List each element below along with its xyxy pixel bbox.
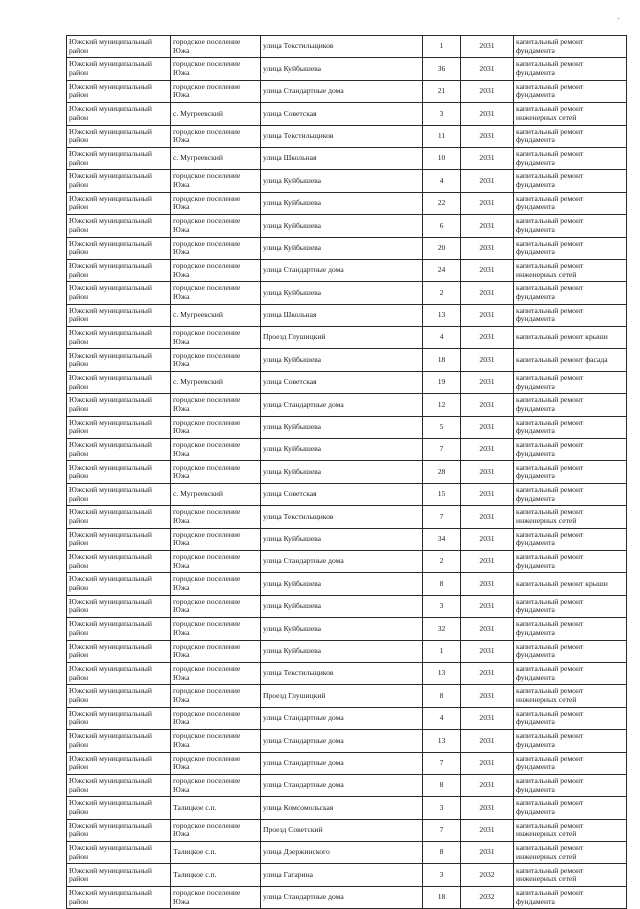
table-row bbox=[67, 528, 627, 550]
house-number-cell: 8 bbox=[423, 842, 461, 864]
house-number-cell: 7 bbox=[423, 506, 461, 528]
street-cell: Проезд Глушицкий bbox=[261, 327, 423, 349]
table-row bbox=[67, 58, 627, 80]
work-type-cell: капитальный ремонт фундамента bbox=[514, 886, 627, 908]
house-number-cell: 13 bbox=[423, 730, 461, 752]
work-type-cell: капитальный ремонт фундамента bbox=[514, 550, 627, 572]
house-number-cell: 22 bbox=[423, 192, 461, 214]
work-type-cell: капитальный ремонт фундамента bbox=[514, 752, 627, 774]
table-row bbox=[67, 192, 627, 214]
year-cell: 2032 bbox=[461, 864, 514, 886]
table-row bbox=[67, 886, 627, 908]
settlement-cell: городское поселение Южа bbox=[171, 282, 261, 304]
work-type-cell: капитальный ремонт фундамента bbox=[514, 707, 627, 729]
street-cell: улица Стандартные дома bbox=[261, 730, 423, 752]
table-row bbox=[67, 752, 627, 774]
house-number-cell: 2 bbox=[423, 550, 461, 572]
settlement-cell: с. Мугреевский bbox=[171, 147, 261, 169]
street-cell: улица Куйбышева bbox=[261, 640, 423, 662]
street-cell: улица Стандартные дома bbox=[261, 394, 423, 416]
street-cell: улица Куйбышева bbox=[261, 573, 423, 595]
street-cell: Проезд Советский bbox=[261, 819, 423, 841]
house-number-cell: 3 bbox=[423, 864, 461, 886]
house-number-cell: 1 bbox=[423, 36, 461, 58]
table-row bbox=[67, 170, 627, 192]
settlement-cell: городское поселение Южа bbox=[171, 439, 261, 461]
house-number-cell: 12 bbox=[423, 394, 461, 416]
work-type-cell: капитальный ремонт фундамента bbox=[514, 36, 627, 58]
year-cell: 2031 bbox=[461, 662, 514, 684]
table-row bbox=[67, 483, 627, 505]
settlement-cell: городское поселение Южа bbox=[171, 215, 261, 237]
year-cell: 2031 bbox=[461, 349, 514, 371]
settlement-cell: городское поселение Южа bbox=[171, 618, 261, 640]
year-cell: 2031 bbox=[461, 147, 514, 169]
work-type-cell: капитальный ремонт фундамента bbox=[514, 170, 627, 192]
district-cell: Южский муниципальный район bbox=[67, 685, 171, 707]
district-cell: Южский муниципальный район bbox=[67, 304, 171, 326]
district-cell: Южский муниципальный район bbox=[67, 864, 171, 886]
year-cell: 2031 bbox=[461, 595, 514, 617]
year-cell: 2031 bbox=[461, 103, 514, 125]
year-cell: 2031 bbox=[461, 215, 514, 237]
year-cell: 2031 bbox=[461, 730, 514, 752]
house-number-cell: 21 bbox=[423, 80, 461, 102]
table-row bbox=[67, 618, 627, 640]
year-cell: 2031 bbox=[461, 192, 514, 214]
house-number-cell: 8 bbox=[423, 573, 461, 595]
work-type-cell: капитальный ремонт инженерных сетей bbox=[514, 259, 627, 281]
house-number-cell: 32 bbox=[423, 618, 461, 640]
district-cell: Южский муниципальный район bbox=[67, 707, 171, 729]
settlement-cell: городское поселение Южа bbox=[171, 237, 261, 259]
work-type-cell: капитальный ремонт фундамента bbox=[514, 304, 627, 326]
year-cell: 2031 bbox=[461, 304, 514, 326]
house-number-cell: 2 bbox=[423, 282, 461, 304]
work-type-cell: капитальный ремонт фундамента bbox=[514, 640, 627, 662]
work-type-cell: капитальный ремонт инженерных сетей bbox=[514, 506, 627, 528]
district-cell: Южский муниципальный район bbox=[67, 774, 171, 796]
settlement-cell: городское поселение Южа bbox=[171, 707, 261, 729]
settlement-cell: городское поселение Южа bbox=[171, 506, 261, 528]
house-number-cell: 19 bbox=[423, 371, 461, 393]
street-cell: улица Школьная bbox=[261, 304, 423, 326]
house-number-cell: 36 bbox=[423, 58, 461, 80]
work-type-cell: капитальный ремонт фундамента bbox=[514, 371, 627, 393]
work-type-cell: капитальный ремонт фундамента bbox=[514, 528, 627, 550]
district-cell: Южский муниципальный район bbox=[67, 752, 171, 774]
house-number-cell: 4 bbox=[423, 327, 461, 349]
work-type-cell: капитальный ремонт фундамента bbox=[514, 797, 627, 819]
year-cell: 2031 bbox=[461, 506, 514, 528]
year-cell: 2031 bbox=[461, 573, 514, 595]
street-cell: улица Куйбышева bbox=[261, 192, 423, 214]
year-cell: 2031 bbox=[461, 797, 514, 819]
table-row bbox=[67, 327, 627, 349]
street-cell: улица Советская bbox=[261, 483, 423, 505]
work-type-cell: капитальный ремонт фундамента bbox=[514, 416, 627, 438]
work-type-cell: капитальный ремонт фундамента bbox=[514, 125, 627, 147]
settlement-cell: городское поселение Южа bbox=[171, 730, 261, 752]
work-type-cell: капитальный ремонт фундамента bbox=[514, 58, 627, 80]
district-cell: Южский муниципальный район bbox=[67, 483, 171, 505]
year-cell: 2031 bbox=[461, 483, 514, 505]
house-number-cell: 10 bbox=[423, 147, 461, 169]
house-number-cell: 11 bbox=[423, 125, 461, 147]
house-number-cell: 20 bbox=[423, 237, 461, 259]
district-cell: Южский муниципальный район bbox=[67, 819, 171, 841]
settlement-cell: Талицкое с.п. bbox=[171, 842, 261, 864]
year-cell: 2031 bbox=[461, 282, 514, 304]
house-number-cell: 4 bbox=[423, 707, 461, 729]
settlement-cell: городское поселение Южа bbox=[171, 461, 261, 483]
settlement-cell: Талицкое с.п. bbox=[171, 864, 261, 886]
work-type-cell: капитальный ремонт инженерных сетей bbox=[514, 685, 627, 707]
settlement-cell: городское поселение Южа bbox=[171, 125, 261, 147]
house-number-cell: 7 bbox=[423, 819, 461, 841]
district-cell: Южский муниципальный район bbox=[67, 103, 171, 125]
table-row bbox=[67, 707, 627, 729]
table-row bbox=[67, 730, 627, 752]
district-cell: Южский муниципальный район bbox=[67, 842, 171, 864]
street-cell: улица Куйбышева bbox=[261, 170, 423, 192]
district-cell: Южский муниципальный район bbox=[67, 439, 171, 461]
settlement-cell: городское поселение Южа bbox=[171, 819, 261, 841]
district-cell: Южский муниципальный район bbox=[67, 550, 171, 572]
year-cell: 2031 bbox=[461, 752, 514, 774]
street-cell: улица Стандартные дома bbox=[261, 707, 423, 729]
district-cell: Южский муниципальный район bbox=[67, 506, 171, 528]
district-cell: Южский муниципальный район bbox=[67, 662, 171, 684]
year-cell: 2031 bbox=[461, 327, 514, 349]
table-row bbox=[67, 36, 627, 58]
district-cell: Южский муниципальный район bbox=[67, 461, 171, 483]
district-cell: Южский муниципальный район bbox=[67, 327, 171, 349]
settlement-cell: городское поселение Южа bbox=[171, 416, 261, 438]
work-type-cell: капитальный ремонт фундамента bbox=[514, 461, 627, 483]
settlement-cell: городское поселение Южа bbox=[171, 550, 261, 572]
year-cell: 2031 bbox=[461, 842, 514, 864]
street-cell: улица Куйбышева bbox=[261, 439, 423, 461]
district-cell: Южский муниципальный район bbox=[67, 730, 171, 752]
settlement-cell: городское поселение Южа bbox=[171, 528, 261, 550]
work-type-cell: капитальный ремонт инженерных сетей bbox=[514, 819, 627, 841]
settlement-cell: с. Мугреевский bbox=[171, 371, 261, 393]
district-cell: Южский муниципальный район bbox=[67, 58, 171, 80]
settlement-cell: городское поселение Южа bbox=[171, 662, 261, 684]
settlement-cell: с. Мугреевский bbox=[171, 304, 261, 326]
house-number-cell: 3 bbox=[423, 595, 461, 617]
work-type-cell: капитальный ремонт фундамента bbox=[514, 192, 627, 214]
settlement-cell: городское поселение Южа bbox=[171, 394, 261, 416]
work-type-cell: капитальный ремонт фундамента bbox=[514, 618, 627, 640]
work-type-cell: капитальный ремонт фундамента bbox=[514, 282, 627, 304]
street-cell: улица Куйбышева bbox=[261, 237, 423, 259]
year-cell: 2031 bbox=[461, 640, 514, 662]
settlement-cell: городское поселение Южа bbox=[171, 58, 261, 80]
year-cell: 2031 bbox=[461, 394, 514, 416]
table-row bbox=[67, 304, 627, 326]
table-row bbox=[67, 864, 627, 886]
street-cell: улица Гагарина bbox=[261, 864, 423, 886]
table-row bbox=[67, 349, 627, 371]
settlement-cell: Талицкое с.п. bbox=[171, 797, 261, 819]
street-cell: улица Текстильщиков bbox=[261, 662, 423, 684]
work-type-cell: капитальный ремонт фундамента bbox=[514, 80, 627, 102]
house-number-cell: 7 bbox=[423, 439, 461, 461]
street-cell: улица Стандартные дома bbox=[261, 886, 423, 908]
year-cell: 2031 bbox=[461, 618, 514, 640]
settlement-cell: городское поселение Южа bbox=[171, 573, 261, 595]
year-cell: 2031 bbox=[461, 170, 514, 192]
house-number-cell: 6 bbox=[423, 215, 461, 237]
street-cell: улица Текстильщиков bbox=[261, 125, 423, 147]
street-cell: улица Стандартные дома bbox=[261, 774, 423, 796]
work-type-cell: капитальный ремонт фундамента bbox=[514, 483, 627, 505]
table-row bbox=[67, 237, 627, 259]
street-cell: улица Куйбышева bbox=[261, 528, 423, 550]
settlement-cell: с. Мугреевский bbox=[171, 103, 261, 125]
district-cell: Южский муниципальный район bbox=[67, 573, 171, 595]
table-row bbox=[67, 595, 627, 617]
street-cell: улица Советская bbox=[261, 371, 423, 393]
year-cell: 2031 bbox=[461, 58, 514, 80]
district-cell: Южский муниципальный район bbox=[67, 80, 171, 102]
year-cell: 2032 bbox=[461, 886, 514, 908]
settlement-cell: городское поселение Южа bbox=[171, 774, 261, 796]
table-row bbox=[67, 506, 627, 528]
settlement-cell: городское поселение Южа bbox=[171, 595, 261, 617]
table-row bbox=[67, 371, 627, 393]
year-cell: 2031 bbox=[461, 528, 514, 550]
street-cell: улица Школьная bbox=[261, 147, 423, 169]
street-cell: улица Куйбышева bbox=[261, 349, 423, 371]
house-number-cell: 28 bbox=[423, 461, 461, 483]
district-cell: Южский муниципальный район bbox=[67, 349, 171, 371]
district-cell: Южский муниципальный район bbox=[67, 640, 171, 662]
housing-repair-table bbox=[66, 35, 627, 909]
work-type-cell: капитальный ремонт инженерных сетей bbox=[514, 103, 627, 125]
street-cell: улица Текстильщиков bbox=[261, 506, 423, 528]
settlement-cell: городское поселение Южа bbox=[171, 349, 261, 371]
street-cell: улица Советская bbox=[261, 103, 423, 125]
settlement-cell: городское поселение Южа bbox=[171, 640, 261, 662]
table-row bbox=[67, 215, 627, 237]
work-type-cell: капитальный ремонт фундамента bbox=[514, 595, 627, 617]
year-cell: 2031 bbox=[461, 461, 514, 483]
district-cell: Южский муниципальный район bbox=[67, 36, 171, 58]
settlement-cell: городское поселение Южа bbox=[171, 327, 261, 349]
street-cell: Проезд Глушицкий bbox=[261, 685, 423, 707]
house-number-cell: 3 bbox=[423, 797, 461, 819]
table-row bbox=[67, 573, 627, 595]
table-body bbox=[67, 36, 627, 909]
street-cell: улица Стандартные дома bbox=[261, 80, 423, 102]
table-row bbox=[67, 797, 627, 819]
year-cell: 2031 bbox=[461, 125, 514, 147]
year-cell: 2031 bbox=[461, 259, 514, 281]
house-number-cell: 13 bbox=[423, 304, 461, 326]
table-row bbox=[67, 103, 627, 125]
table-row bbox=[67, 80, 627, 102]
table-row bbox=[67, 774, 627, 796]
street-cell: улица Стандартные дома bbox=[261, 550, 423, 572]
table-row bbox=[67, 416, 627, 438]
house-number-cell: 18 bbox=[423, 349, 461, 371]
street-cell: улица Куйбышева bbox=[261, 461, 423, 483]
table-row bbox=[67, 640, 627, 662]
district-cell: Южский муниципальный район bbox=[67, 886, 171, 908]
work-type-cell: капитальный ремонт фундамента bbox=[514, 394, 627, 416]
work-type-cell: капитальный ремонт фундамента bbox=[514, 237, 627, 259]
year-cell: 2031 bbox=[461, 36, 514, 58]
year-cell: 2031 bbox=[461, 685, 514, 707]
house-number-cell: 8 bbox=[423, 774, 461, 796]
year-cell: 2031 bbox=[461, 774, 514, 796]
work-type-cell: капитальный ремонт крыши bbox=[514, 573, 627, 595]
year-cell: 2031 bbox=[461, 416, 514, 438]
district-cell: Южский муниципальный район bbox=[67, 371, 171, 393]
district-cell: Южский муниципальный район bbox=[67, 797, 171, 819]
district-cell: Южский муниципальный район bbox=[67, 282, 171, 304]
work-type-cell: капитальный ремонт фундамента bbox=[514, 730, 627, 752]
table-row bbox=[67, 662, 627, 684]
settlement-cell: городское поселение Южа bbox=[171, 259, 261, 281]
settlement-cell: с. Мугреевский bbox=[171, 483, 261, 505]
district-cell: Южский муниципальный район bbox=[67, 215, 171, 237]
house-number-cell: 24 bbox=[423, 259, 461, 281]
table-row bbox=[67, 147, 627, 169]
house-number-cell: 7 bbox=[423, 752, 461, 774]
work-type-cell: капитальный ремонт фундамента bbox=[514, 215, 627, 237]
table-row bbox=[67, 550, 627, 572]
district-cell: Южский муниципальный район bbox=[67, 170, 171, 192]
settlement-cell: городское поселение Южа bbox=[171, 192, 261, 214]
house-number-cell: 34 bbox=[423, 528, 461, 550]
table-row bbox=[67, 842, 627, 864]
house-number-cell: 3 bbox=[423, 103, 461, 125]
year-cell: 2031 bbox=[461, 371, 514, 393]
house-number-cell: 13 bbox=[423, 662, 461, 684]
district-cell: Южский муниципальный район bbox=[67, 192, 171, 214]
table-row bbox=[67, 259, 627, 281]
year-cell: 2031 bbox=[461, 80, 514, 102]
house-number-cell: 18 bbox=[423, 886, 461, 908]
house-number-cell: 5 bbox=[423, 416, 461, 438]
district-cell: Южский муниципальный район bbox=[67, 618, 171, 640]
street-cell: улица Куйбышева bbox=[261, 595, 423, 617]
district-cell: Южский муниципальный район bbox=[67, 147, 171, 169]
house-number-cell: 15 bbox=[423, 483, 461, 505]
house-number-cell: 1 bbox=[423, 640, 461, 662]
year-cell: 2031 bbox=[461, 439, 514, 461]
district-cell: Южский муниципальный район bbox=[67, 595, 171, 617]
street-cell: улица Дзержинского bbox=[261, 842, 423, 864]
work-type-cell: капитальный ремонт инженерных сетей bbox=[514, 864, 627, 886]
street-cell: улица Куйбышева bbox=[261, 58, 423, 80]
district-cell: Южский муниципальный район bbox=[67, 259, 171, 281]
house-number-cell: 4 bbox=[423, 170, 461, 192]
year-cell: 2031 bbox=[461, 237, 514, 259]
table-row bbox=[67, 394, 627, 416]
table-row bbox=[67, 685, 627, 707]
settlement-cell: городское поселение Южа bbox=[171, 36, 261, 58]
street-cell: улица Куйбышева bbox=[261, 215, 423, 237]
table-row bbox=[67, 461, 627, 483]
year-cell: 2031 bbox=[461, 707, 514, 729]
work-type-cell: капитальный ремонт фундамента bbox=[514, 774, 627, 796]
street-cell: улица Комсомольская bbox=[261, 797, 423, 819]
scan-mark: - bbox=[617, 14, 620, 23]
district-cell: Южский муниципальный район bbox=[67, 528, 171, 550]
table-row bbox=[67, 282, 627, 304]
settlement-cell: городское поселение Южа bbox=[171, 685, 261, 707]
street-cell: улица Стандартные дома bbox=[261, 259, 423, 281]
street-cell: улица Куйбышева bbox=[261, 282, 423, 304]
street-cell: улица Куйбышева bbox=[261, 416, 423, 438]
table-row bbox=[67, 439, 627, 461]
table-row bbox=[67, 125, 627, 147]
year-cell: 2031 bbox=[461, 819, 514, 841]
district-cell: Южский муниципальный район bbox=[67, 416, 171, 438]
work-type-cell: капитальный ремонт инженерных сетей bbox=[514, 842, 627, 864]
district-cell: Южский муниципальный район bbox=[67, 394, 171, 416]
district-cell: Южский муниципальный район bbox=[67, 237, 171, 259]
table-row bbox=[67, 819, 627, 841]
house-number-cell: 8 bbox=[423, 685, 461, 707]
street-cell: улица Текстильщиков bbox=[261, 36, 423, 58]
settlement-cell: городское поселение Южа bbox=[171, 170, 261, 192]
work-type-cell: капитальный ремонт фундамента bbox=[514, 662, 627, 684]
district-cell: Южский муниципальный район bbox=[67, 125, 171, 147]
street-cell: улица Стандартные дома bbox=[261, 752, 423, 774]
work-type-cell: капитальный ремонт фундамента bbox=[514, 439, 627, 461]
work-type-cell: капитальный ремонт крыши bbox=[514, 327, 627, 349]
year-cell: 2031 bbox=[461, 550, 514, 572]
settlement-cell: городское поселение Южа bbox=[171, 752, 261, 774]
work-type-cell: капитальный ремонт фасада bbox=[514, 349, 627, 371]
settlement-cell: городское поселение Южа bbox=[171, 886, 261, 908]
street-cell: улица Куйбышева bbox=[261, 618, 423, 640]
work-type-cell: капитальный ремонт фундамента bbox=[514, 147, 627, 169]
settlement-cell: городское поселение Южа bbox=[171, 80, 261, 102]
